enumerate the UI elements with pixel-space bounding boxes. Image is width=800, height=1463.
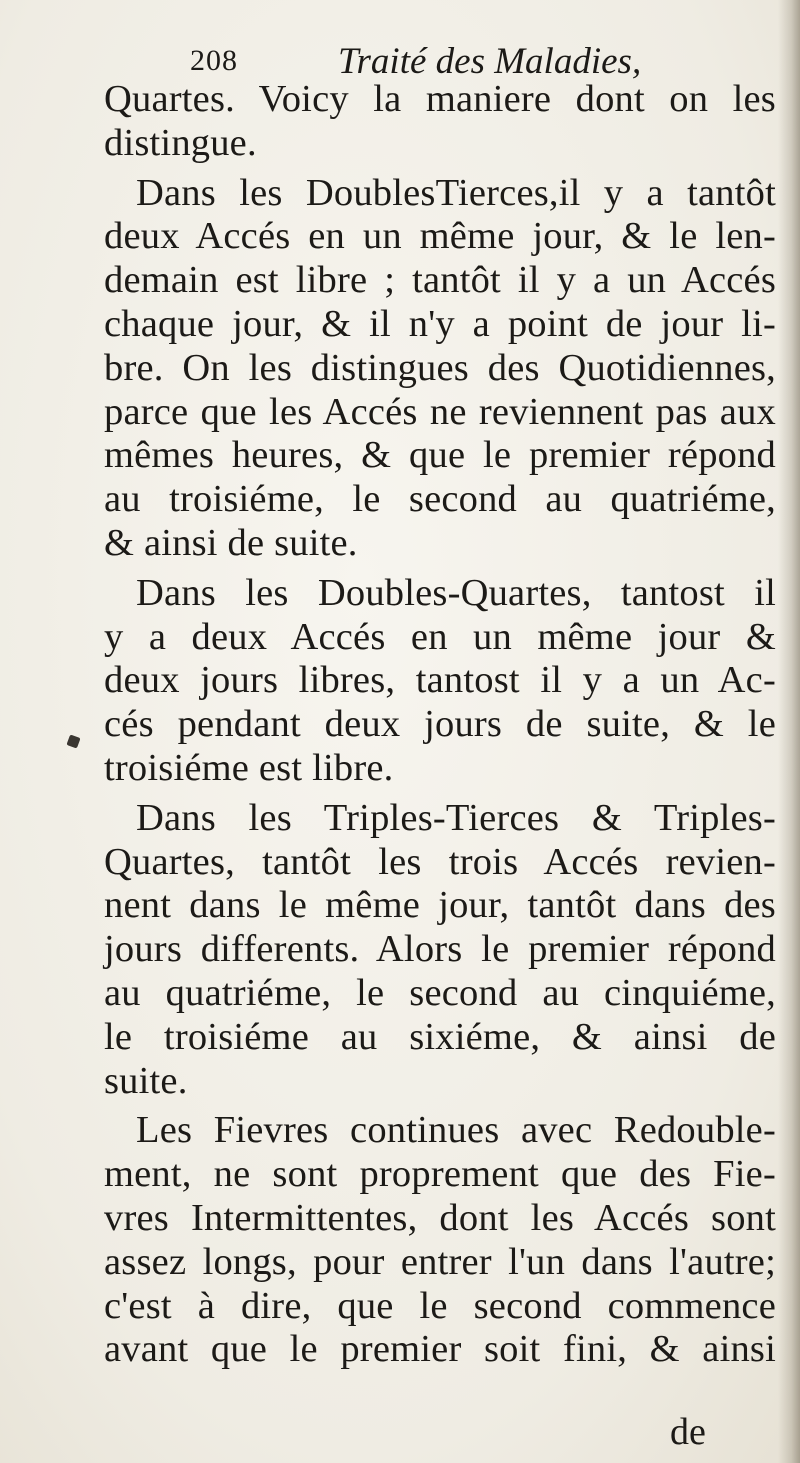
paragraph-start-line: Les Fievres continues avec Redouble- [136, 1109, 776, 1152]
text-line: Quartes. Voicy la maniere dont on les [104, 78, 776, 120]
text-line: vres Intermittentes, dont les Accés sont [104, 1196, 776, 1239]
text-line: bre. On les distingues des Quotidiennes, [104, 346, 776, 389]
text-line: assez longs, pour entrer l'un dans l'autre; [104, 1240, 776, 1283]
text-line: ment, ne sont proprement que des Fie- [104, 1153, 776, 1196]
text-line: troisiéme est libre. [104, 746, 394, 789]
text-line: le troisiéme au sixiéme, & ainsi de [104, 1015, 776, 1058]
text-line: avant que le premier soit fini, & ainsi [104, 1328, 776, 1371]
page-edge-shadow [778, 0, 800, 1463]
text-line: chaque jour, & il n'y a point de jour li- [104, 302, 776, 345]
running-title: Traité des Maladies, [338, 41, 642, 82]
text-line: au troisiéme, le second au quatriéme, [104, 478, 776, 521]
text-line: nent dans le même jour, tantôt dans des [104, 884, 776, 927]
text-line: jours differents. Alors le premier répond [104, 928, 776, 971]
text-line: demain est libre ; tantôt il y a un Accés [104, 259, 776, 302]
text-line: parce que les Accés ne reviennent pas aux [104, 390, 776, 433]
text-line: & ainsi de suite. [104, 521, 358, 564]
margin-ink-mark [66, 734, 80, 748]
paragraph-start-line: Dans les Triples-Tierces & Triples- [136, 796, 776, 839]
catchword: de [670, 1411, 706, 1453]
text-line: deux Accés en un même jour, & le len- [104, 215, 776, 258]
text-line: deux jours libres, tantost il y a un Ac- [104, 659, 776, 702]
paragraph-start-line: Dans les Doubles-Quartes, tantost il [136, 571, 776, 614]
paragraph-start-line: Dans les DoublesTierces,il y a tantôt [136, 171, 776, 214]
body-text [104, 78, 776, 1372]
text-line: mêmes heures, & que le premier répond [104, 434, 776, 477]
text-line: Quartes, tantôt les trois Accés revien- [104, 840, 776, 883]
text-line: cés pendant deux jours de suite, & le [104, 703, 776, 746]
text-line: suite. [104, 1059, 188, 1102]
page-number: 208 [190, 44, 238, 77]
text-line: c'est à dire, que le second commence [104, 1284, 776, 1327]
text-line: au quatriéme, le second au cinquiéme, [104, 971, 776, 1014]
text-line: distingue. [104, 121, 257, 164]
text-line: y a deux Accés en un même jour & [104, 615, 776, 658]
